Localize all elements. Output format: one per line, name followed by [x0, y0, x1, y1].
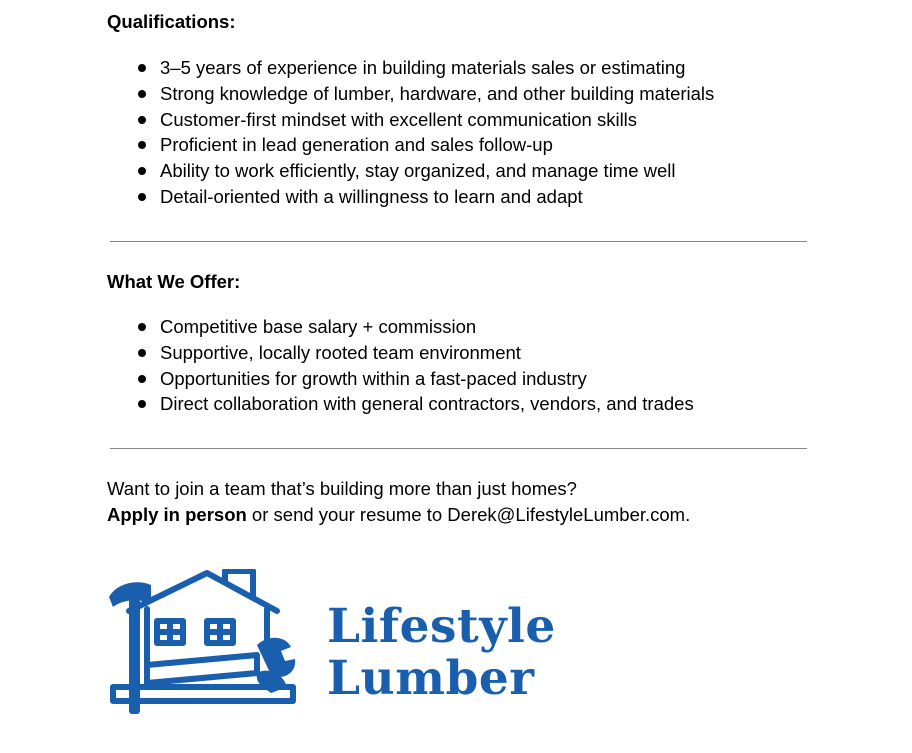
logo-word-lifestyle: Lifestyle — [327, 599, 556, 654]
horizontal-divider — [110, 241, 807, 242]
qualifications-heading: Qualifications: — [107, 11, 236, 32]
qualifications-list — [107, 55, 714, 210]
list-item: Competitive base salary + commission — [107, 314, 694, 340]
horizontal-divider — [110, 448, 807, 449]
house-hammer-logo-icon — [107, 569, 297, 719]
company-logo — [107, 569, 587, 719]
logo-wordmark — [327, 601, 556, 705]
list-item: Detail-oriented with a willingness to learn and adapt — [107, 184, 714, 210]
list-item: Opportunities for growth within a fast-paced industry — [107, 366, 694, 392]
logo-word-lumber: Lumber — [327, 651, 535, 706]
offer-heading: What We Offer: — [107, 271, 241, 292]
list-item: Supportive, locally rooted team environment — [107, 340, 694, 366]
apply-in-person-text: Apply in person — [107, 504, 247, 525]
list-item: Customer-first mindset with excellent communication skills — [107, 107, 714, 133]
list-item: Direct collaboration with general contractors, vendors, and trades — [107, 391, 694, 417]
list-item: Proficient in lead generation and sales follow-up — [107, 132, 714, 158]
resume-email-text: or send your resume to Derek@LifestyleLumber.com. — [246, 504, 691, 525]
list-item: Strong knowledge of lumber, hardware, and other building materials — [107, 81, 714, 107]
offer-list — [107, 314, 694, 417]
cta-line-1: Want to join a team that’s building more than just homes? — [107, 478, 577, 499]
cta-line-2 — [107, 502, 690, 528]
list-item: Ability to work efficiently, stay organized, and manage time well — [107, 158, 714, 184]
list-item: 3–5 years of experience in building materials sales or estimating — [107, 55, 714, 81]
